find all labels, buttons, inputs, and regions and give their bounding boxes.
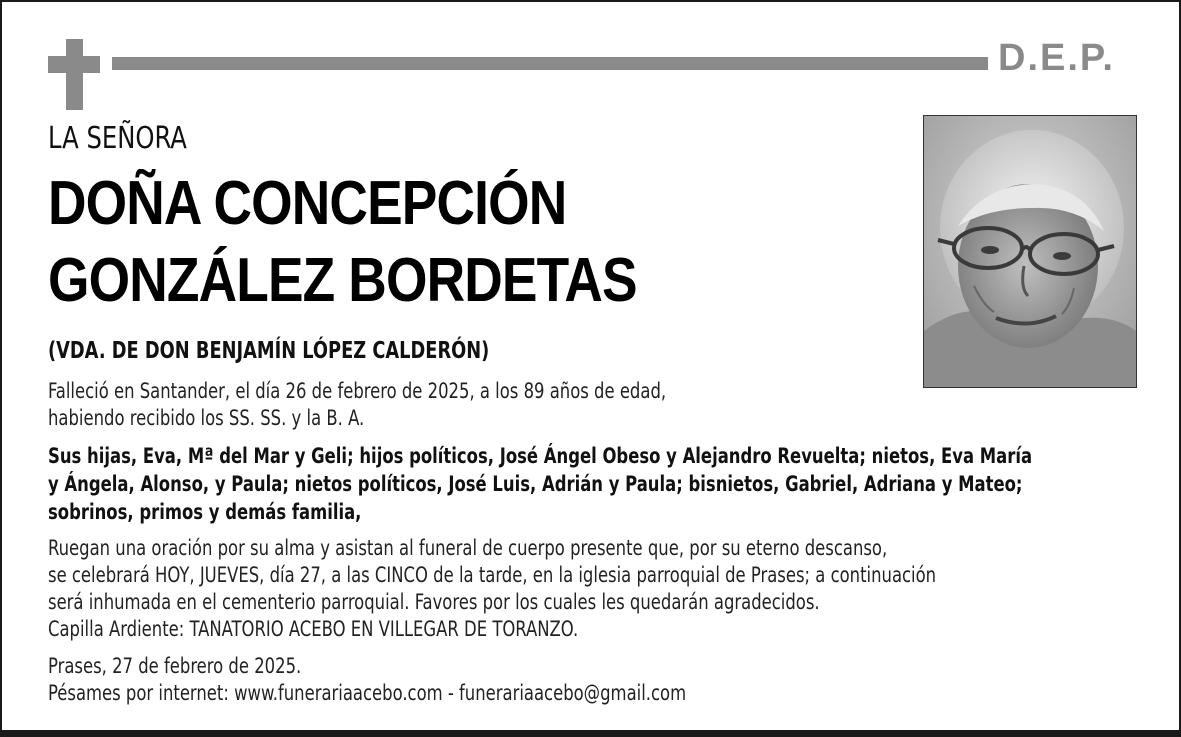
honorific: LA SEÑORA bbox=[48, 121, 187, 156]
header-rule bbox=[112, 57, 988, 70]
condolences-line: Pésames por internet: www.funerariaacebo.com - funerariaacebo@gmail.com bbox=[48, 681, 687, 705]
funeral-info-line: será inhumada en el cementerio parroquial. Favores por los cuales les quedarán agradecidos. bbox=[48, 590, 820, 614]
death-info-line: habiendo recibido los SS. SS. y la B. A. bbox=[48, 406, 365, 430]
family-line: Sus hijas, Eva, Mª del Mar y Geli; hijos políticos, José Ángel Obeso y Alejandro Revuelta; nietos, Eva María bbox=[48, 444, 1033, 468]
chapel-info-line: Capilla Ardiente: TANATORIO ACEBO EN VILLEGAR DE TORANZO. bbox=[48, 617, 579, 641]
family-line: sobrinos, primos y demás familia, bbox=[48, 500, 362, 524]
death-info-line: Falleció en Santander, el día 26 de febrero de 2025, a los 89 años de edad, bbox=[48, 379, 667, 403]
portrait-illustration bbox=[924, 116, 1136, 387]
dep-mark: D.E.P. bbox=[998, 37, 1115, 79]
deceased-name-line-1: DOÑA CONCEPCIÓN bbox=[48, 169, 567, 238]
bottom-rule bbox=[2, 730, 1179, 735]
cross-vertical-bar bbox=[66, 39, 83, 110]
deceased-portrait bbox=[923, 115, 1137, 388]
widow-of-line: (VDA. DE DON BENJAMÍN LÓPEZ CALDERÓN) bbox=[48, 338, 490, 364]
deceased-name-line-2: GONZÁLEZ BORDETAS bbox=[48, 246, 637, 315]
cross-horizontal-bar bbox=[48, 56, 100, 73]
place-date: Prases, 27 de febrero de 2025. bbox=[48, 654, 302, 678]
funeral-info-line: Ruegan una oración por su alma y asistan al funeral de cuerpo presente que, por su eterno descanso, bbox=[48, 536, 888, 560]
family-line: y Ángela, Alonso, y Paula; nietos políticos, José Luis, Adrián y Paula; bisnietos, Gabriel, Adriana y Mateo; bbox=[48, 472, 1023, 496]
funeral-info-line: se celebrará HOY, JUEVES, día 27, a las CINCO de la tarde, en la iglesia parroquial de Prases; a continuación bbox=[48, 563, 937, 587]
